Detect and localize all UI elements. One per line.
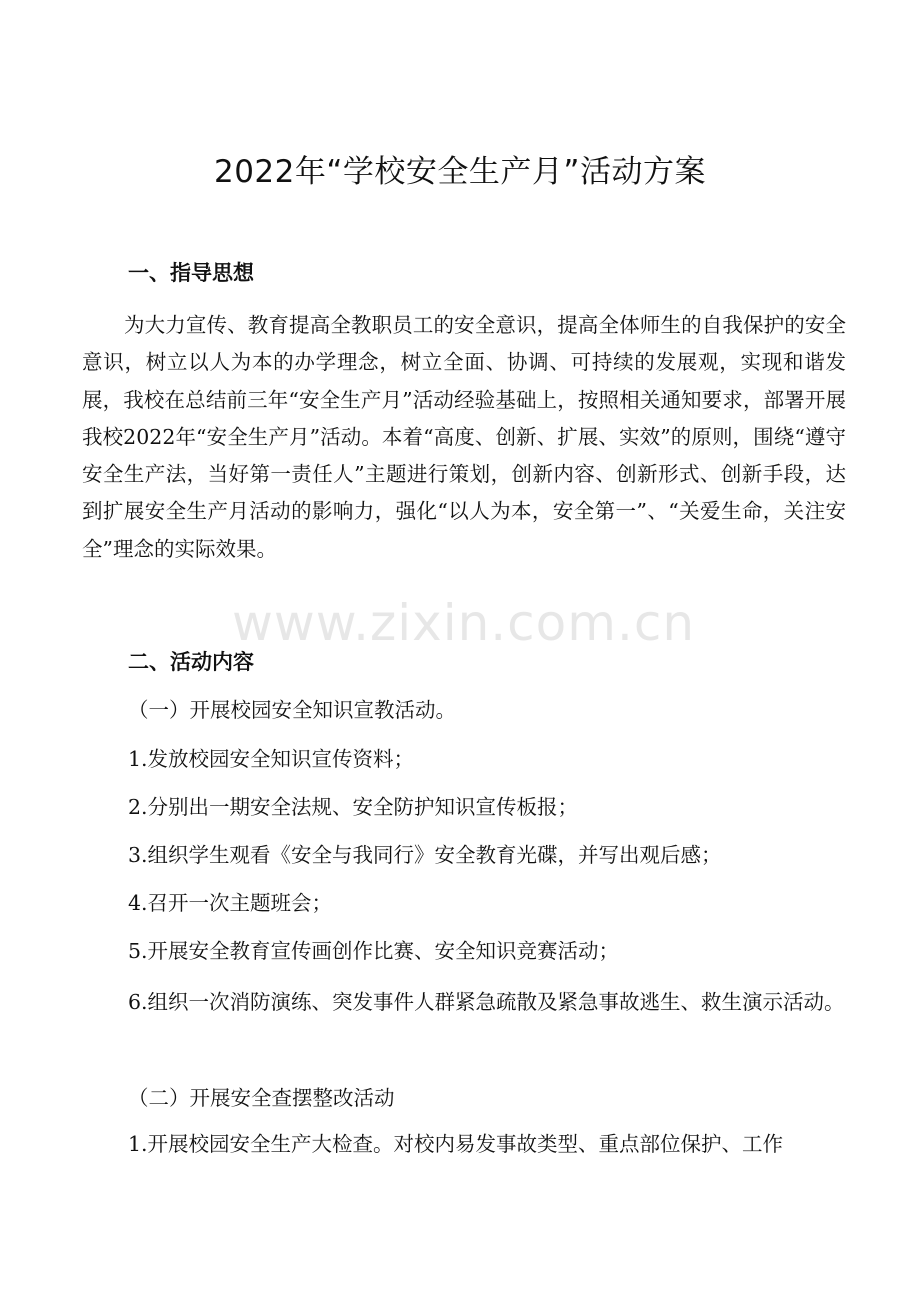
- list-item: 6.组织一次消防演练、突发事件人群紧急疏散及紧急事故逃生、救生演示活动。: [128, 990, 845, 1014]
- list-item: 1.发放校园安全知识宣传资料；: [128, 747, 415, 771]
- watermark: www.zixin.com.cn: [232, 594, 696, 652]
- section-heading-activity-content: 二、活动内容: [128, 650, 254, 674]
- subsection-title-safety-education: （一）开展校园安全知识宣教活动。: [128, 698, 456, 722]
- list-item: 3.组织学生观看《安全与我同行》安全教育光碟，并写出观后感；: [128, 843, 722, 867]
- document-title: 2022年“学校安全生产月”活动方案: [213, 154, 706, 190]
- guiding-thought-paragraph: 为大力宣传、教育提高全教职员工的安全意识，提高全体师生的自我保护的安全意识，树立以人为本的办学理念，树立全面、协调、可持续的发展观，实现和谐发展，我校在总结前三年“安全生产月”活动经验基础上，按照相关通知要求，部署开展我校2022年“安全生产月”活动。本着“高度、创新、扩展、实效”的原则，围绕“遵守安全生产法，当好第一责任人”主题进行策划，创新内容、创新形式、创新手段，达到扩展安全生产月活动的影响力，强化“以人为本，安全第一”、“关爱生命，关注安全”理念的实际效果。: [82, 313, 846, 561]
- section-heading-guiding-thought: 一、指导思想: [128, 261, 254, 285]
- list-item: 4.召开一次主题班会；: [128, 891, 333, 915]
- list-item: 1.开展校园安全生产大检查。对校内易发事故类型、重点部位保护、工作: [128, 1132, 784, 1156]
- list-item: 5.开展安全教育宣传画创作比赛、安全知识竞赛活动；: [128, 939, 620, 963]
- subsection-title-inspection: （二）开展安全查摆整改活动: [128, 1086, 395, 1110]
- list-item: 2.分别出一期安全法规、安全防护知识宣传板报；: [128, 795, 579, 819]
